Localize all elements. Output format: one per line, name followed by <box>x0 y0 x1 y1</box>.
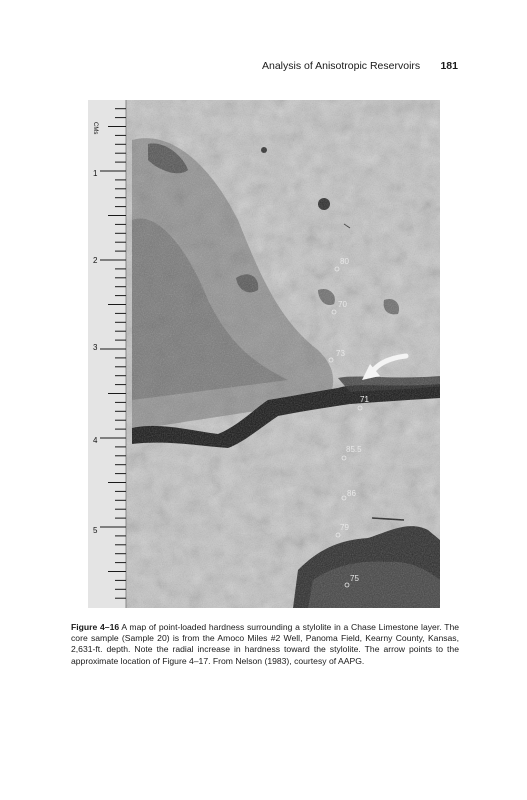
page-number: 181 <box>440 60 458 72</box>
core-photo-graphic <box>88 100 440 608</box>
hardness-label-80: 80 <box>340 257 349 266</box>
hardness-label-71: 71 <box>360 395 369 404</box>
ruler-number-3: 3 <box>93 343 98 352</box>
hardness-label-70: 70 <box>338 300 347 309</box>
hardness-label-75: 75 <box>350 574 359 583</box>
running-header <box>262 60 458 72</box>
figure-caption <box>71 622 459 667</box>
ruler-number-5: 5 <box>93 526 98 535</box>
hardness-label-73: 73 <box>336 349 345 358</box>
ruler-number-2: 2 <box>93 256 98 265</box>
running-title: Analysis of Anisotropic Reservoirs <box>262 60 421 72</box>
figure-label: Figure 4–16 <box>71 622 120 632</box>
figure-caption-text: A map of point-loaded hardness surrounding a stylolite in a Chase Limestone layer. The core sample (Sample 20) is from the Amoco Miles #2 Well, Panoma Field, Kearny County, Kansas, 2,631-ft. depth. Note the radial increase in hardness toward the stylolite. The arrow points to the approximate location of Figure 4–17. From Nelson (1983), courtesy of AAPG. <box>71 622 459 666</box>
ruler-number-1: 1 <box>93 169 98 178</box>
hardness-label-85-5: 85.5 <box>346 445 362 454</box>
ruler-unit-label: CMs <box>92 122 98 135</box>
centimeter-ruler <box>88 100 126 608</box>
hardness-label-86: 86 <box>347 489 356 498</box>
ruler-number-4: 4 <box>93 436 98 445</box>
core-sample-photo <box>88 100 440 608</box>
hardness-label-79: 79 <box>340 523 349 532</box>
